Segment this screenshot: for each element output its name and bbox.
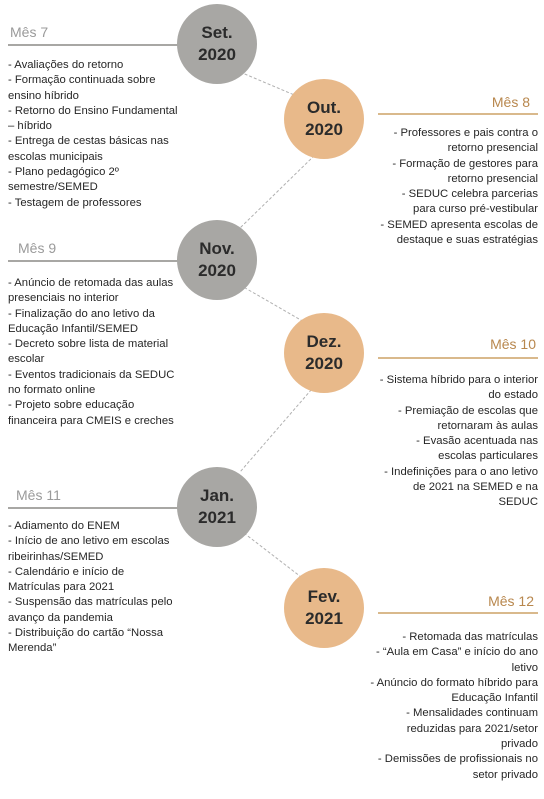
list-item: - Distribuição do cartão “Nossa Merenda” xyxy=(8,627,164,655)
date-circle-nov-2020 xyxy=(177,220,257,300)
list-item: - Premiação de escolas que retornaram às aulas xyxy=(397,404,538,432)
circle-year: 2020 xyxy=(198,45,236,64)
list-item: - Professores e pais contra o retorno presencial xyxy=(393,127,538,155)
circle-month: Jan. xyxy=(199,486,235,505)
circle-month: Dez. xyxy=(306,332,342,351)
date-circle-jan-2021 xyxy=(177,467,257,547)
list-item: - Testagem de professores xyxy=(8,196,142,209)
circle-month: Fev. xyxy=(307,587,341,606)
connector-4 xyxy=(240,382,318,472)
date-circle-set-2020 xyxy=(177,4,257,84)
month-label-7: Mês 7 xyxy=(10,24,49,40)
list-item: - Adiamento do ENEM xyxy=(8,520,120,532)
list-item: - “Aula em Casa” e início do ano letivo xyxy=(375,646,538,674)
list-item: - Início de ano letivo em escolas ribeirinhas/SEMED xyxy=(8,535,170,563)
date-circle-out-2020 xyxy=(284,79,364,159)
list-item: - Indefinições para o ano letivo de 2021 na SEMED e na SEDUC xyxy=(384,465,538,509)
month-label-8: Mês 8 xyxy=(491,94,530,110)
event-list-mes-9 xyxy=(8,276,178,429)
month-label-11: Mês 11 xyxy=(16,487,61,503)
list-item: - Eventos tradicionais da SEDUC no formato online xyxy=(8,368,175,397)
month-label-9: Mês 9 xyxy=(18,240,57,256)
circle-year: 2021 xyxy=(305,609,343,628)
list-item: - Anúncio de retomada das aulas presenciais no interior xyxy=(8,277,174,305)
circle-year: 2020 xyxy=(305,354,343,373)
month-label-12: Mês 12 xyxy=(488,593,534,609)
list-item: - Projeto sobre educação financeira para CMEIS e creches xyxy=(8,399,174,427)
list-item: - Plano pedagógico 2º semestre/SEMED xyxy=(8,166,119,194)
list-item: - Anúncio do formato híbrido para Educação Infantil xyxy=(370,676,538,705)
list-item: - Retomada das matrículas xyxy=(402,631,538,643)
list-item: - Retorno do Ensino Fundamental – híbrido xyxy=(8,104,178,133)
list-item: - SEDUC celebra parcerias para curso pré-vestibular xyxy=(401,188,538,216)
event-list-mes-8 xyxy=(378,126,538,248)
circle-year: 2020 xyxy=(198,261,236,280)
list-item: - Demissões de profissionais no setor privado xyxy=(377,753,538,781)
list-item: - Suspensão das matrículas pelo avanço da pandemia xyxy=(8,596,173,624)
date-circle-fev-2021 xyxy=(284,568,364,648)
connector-2 xyxy=(240,152,318,228)
list-item: - Finalização do ano letivo da Educação Infantil/SEMED xyxy=(8,307,155,335)
list-item: - Formação continuada sobre ensino híbrido xyxy=(8,74,156,102)
list-item: - Evasão acentuada nas escolas particulares xyxy=(416,435,538,463)
list-item: - SEMED apresenta escolas de destaque e suas estratégias xyxy=(380,218,538,247)
event-list-mes-11 xyxy=(8,519,178,657)
event-list-mes-10 xyxy=(378,373,538,511)
list-item: - Formação de gestores para retorno presencial xyxy=(392,157,538,185)
circle-year: 2021 xyxy=(198,508,236,527)
list-item: - Avaliações do retorno xyxy=(8,59,124,71)
circle-month: Nov. xyxy=(199,239,235,258)
date-circle-dez-2020 xyxy=(284,313,364,393)
list-item: - Calendário e início de Matrículas para 2021 xyxy=(8,565,125,594)
list-item: - Entrega de cestas básicas nas escolas municipais xyxy=(8,135,169,163)
event-list-mes-12 xyxy=(368,630,538,783)
list-item: - Decreto sobre lista de material escolar xyxy=(8,338,169,366)
event-list-mes-7 xyxy=(8,58,178,211)
circle-month: Set. xyxy=(201,23,233,42)
list-item: - Sistema híbrido para o interior do estado xyxy=(379,374,538,402)
list-item: - Mensalidades continuam reduzidas para 2021/setor privado xyxy=(406,707,538,751)
circle-month: Out. xyxy=(307,98,341,117)
month-label-10: Mês 10 xyxy=(490,336,536,352)
circle-year: 2020 xyxy=(305,120,343,139)
